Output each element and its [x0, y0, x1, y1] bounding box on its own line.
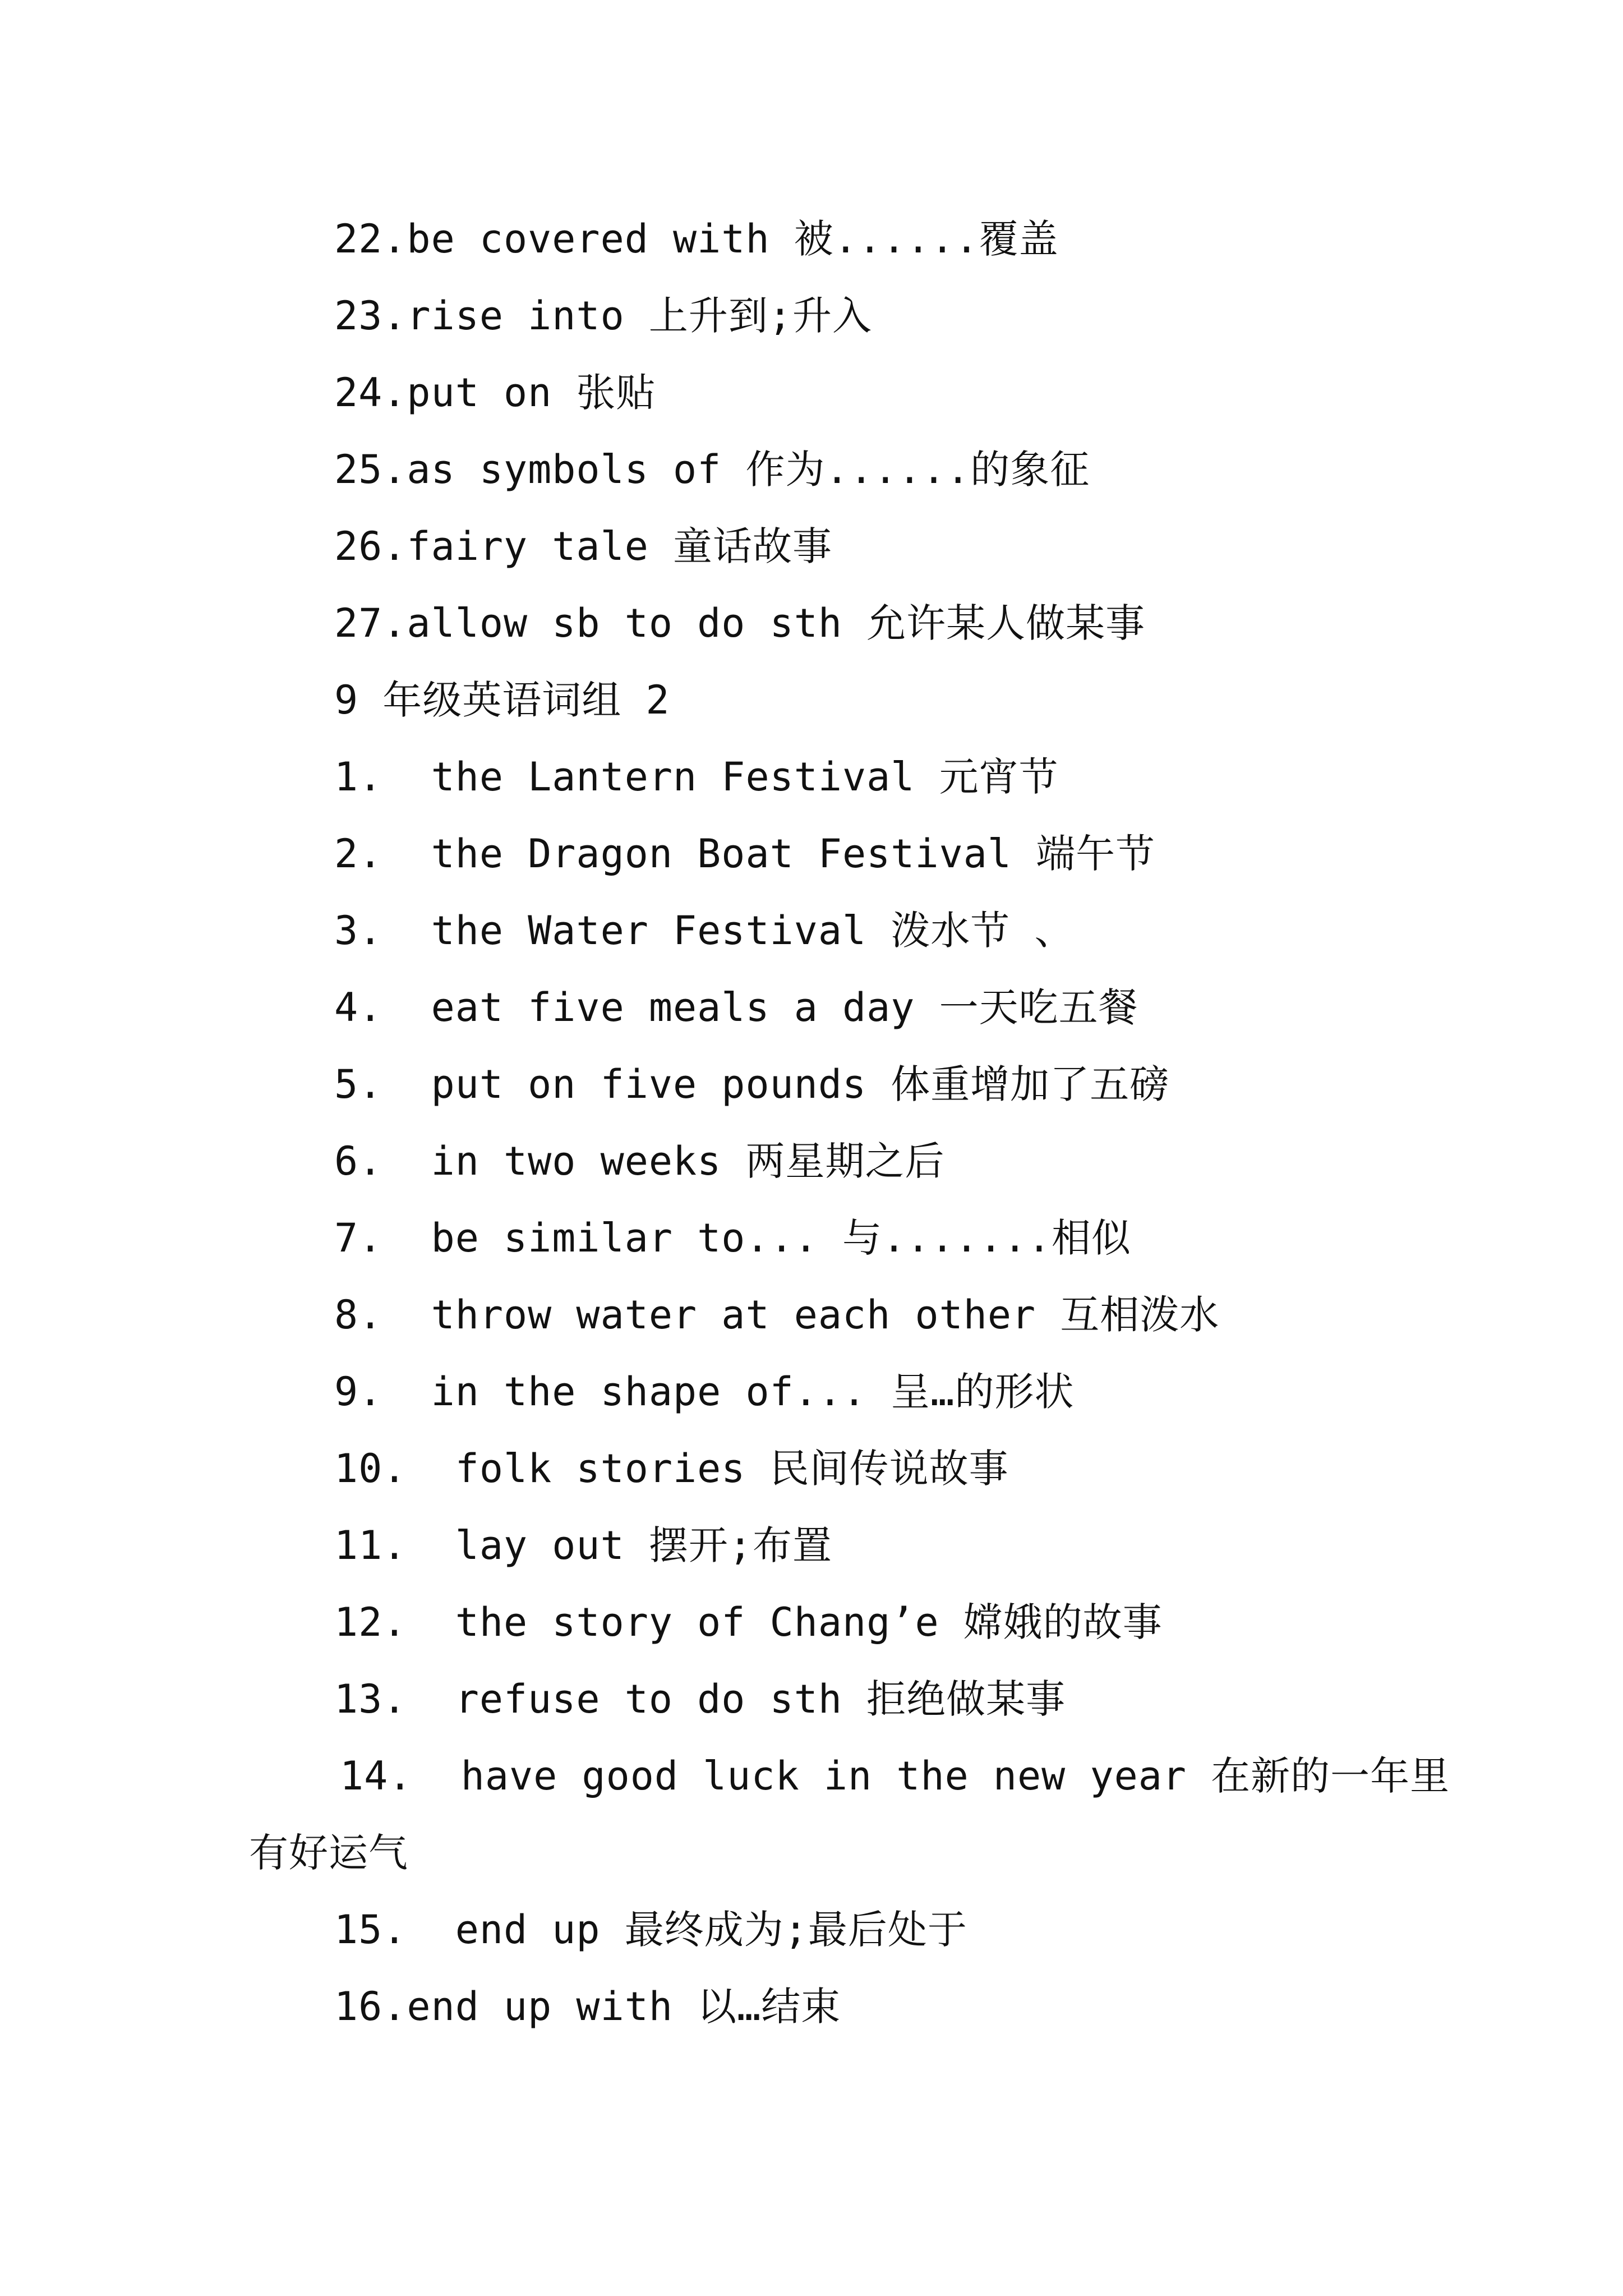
- list-item: 16.end up with 以…结束: [334, 1984, 841, 2030]
- list-item: 25.as symbols of 作为......的象征: [334, 447, 1090, 493]
- list-item: 15. end up 最终成为;最后处于: [334, 1907, 967, 1953]
- list-item: 9. in the shape of... 呈…的形状: [334, 1369, 1075, 1415]
- list-item: 23.rise into 上升到;升入: [334, 293, 873, 339]
- list-item: 22.be covered with 被......覆盖: [334, 216, 1059, 262]
- list-item: 6. in two weeks 两星期之后: [334, 1138, 945, 1184]
- section-heading: 9 年级英语词组 2: [334, 677, 670, 723]
- list-item: 24.put on 张贴: [334, 370, 656, 416]
- list-item: 5. put on five pounds 体重增加了五磅: [334, 1061, 1170, 1107]
- list-item-continuation: 有好运气: [249, 1830, 408, 1876]
- vocabulary-list: [0, 201, 1623, 2045]
- list-item: 10. folk stories 民间传说故事: [334, 1446, 1009, 1492]
- list-item: 27.allow sb to do sth 允许某人做某事: [334, 600, 1146, 646]
- list-item: 12. the story of Chang’e 嫦娥的故事: [334, 1599, 1163, 1645]
- list-item: 8. throw water at each other 互相泼水: [334, 1292, 1220, 1338]
- list-item: 14. have good luck in the new year 在新的一年里: [340, 1753, 1450, 1799]
- list-item: 11. lay out 摆开;布置: [334, 1522, 833, 1568]
- list-item: 1. the Lantern Festival 元宵节: [334, 754, 1059, 800]
- list-item: 26.fairy tale 童话故事: [334, 523, 833, 569]
- list-item: 3. the Water Festival 泼水节 、: [334, 908, 1075, 954]
- list-item: 13. refuse to do sth 拒绝做某事: [334, 1676, 1066, 1722]
- list-item: 7. be similar to... 与.......相似: [334, 1215, 1132, 1261]
- list-item: 4. eat five meals a day 一天吃五餐: [334, 984, 1138, 1030]
- list-item: 2. the Dragon Boat Festival 端午节: [334, 831, 1156, 877]
